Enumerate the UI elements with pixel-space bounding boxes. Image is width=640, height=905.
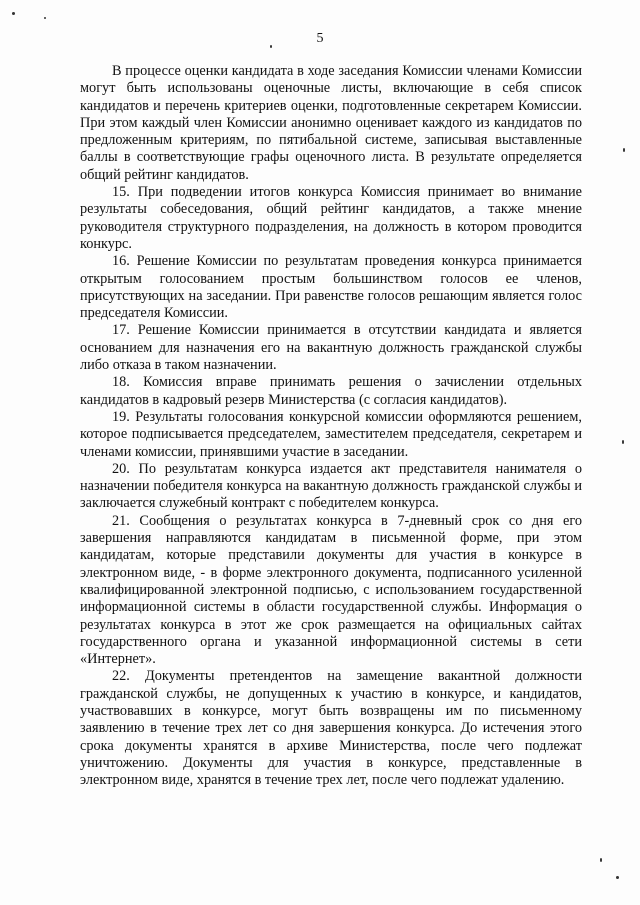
scan-speck [600, 858, 602, 862]
paragraph-15: 15. При подведении итогов конкурса Комиссия принимает во внимание результаты собеседования, общий рейтинг кандидатов, а также мнение руководителя структурного подразделения, на должность в котором проводится конкурс. [80, 184, 582, 252]
paragraph-20: 20. По результатам конкурса издается акт представителя нанимателя о назначении победителя конкурса на вакантную должность гражданской службы и заключается служебный контракт с победителем конкурса. [80, 460, 582, 512]
paragraph-19: 19. Результаты голосования конкурсной комиссии оформляются решением, которое подписывается председателем, заместителем председателя, секретарем и членами комиссии, принявшими участие в заседании. [80, 408, 582, 460]
scan-speck [270, 45, 272, 48]
page-number: 5 [316, 31, 324, 46]
scan-speck [44, 17, 46, 19]
paragraph-18: 18. Комиссия вправе принимать решения о зачислении отдельных кандидатов в кадровый резерв Министерства (с согласия кандидатов). [80, 374, 582, 408]
paragraph-17: 17. Решение Комиссии принимается в отсутствии кандидата и является основанием для назначения его на вакантную должность гражданской службы либо отказа в таком назначении. [80, 322, 582, 374]
document-body [80, 63, 582, 789]
paragraph-22: 22. Документы претендентов на замещение вакантной должности гражданской службы, не допущенных к участию в конкурсе, и кандидатов, участвовавших в конкурсе, могут быть возвращены им по письменному заявлению в течение трех лет со дня завершения конкурса. До истечения этого срока документы хранятся в архиве Министерства, после чего подлежат уничтожению. Документы для участия в конкурсе, представленные в электронном виде, хранятся в течение трех лет, после чего подлежат удалению. [80, 668, 582, 789]
paragraph-21: 21. Сообщения о результатах конкурса в 7-дневный срок со дня его завершения направляются кандидатам в письменной форме, при этом кандидатам, которые представили документы для участия в конкурсе в электронном виде, - в форме электронного документа, подписанного усиленной квалифицированной электронной подписью, с использованием государственной информационной системы в области государственной службы. Информация о результатах конкурса в этот же срок размещается на официальных сайтах государственного органа и указанной информационной системы в сети «Интернет». [80, 512, 582, 668]
scan-speck [622, 440, 624, 444]
scan-speck [616, 876, 619, 879]
paragraph: В процессе оценки кандидата в ходе заседания Комиссии членами Комиссии могут быть использованы оценочные листы, включающие в себя список кандидатов и перечень критериев оценки, подготовленные секретарем Комиссии. При этом каждый член Комиссии анонимно оценивает каждого из кандидатов по предложенным критериям, по пятибальной системе, записывая выставленные баллы в соответствующие графы оценочного листа. В результате определяется общий рейтинг кандидатов. [80, 63, 582, 183]
paragraph-16: 16. Решение Комиссии по результатам проведения конкурса принимается открытым голосованием простым большинством голосов ее членов, присутствующих на заседании. При равенстве голосов решающим является голос председателя Комиссии. [80, 253, 582, 322]
scan-speck [12, 12, 15, 15]
scan-speck [623, 148, 625, 152]
